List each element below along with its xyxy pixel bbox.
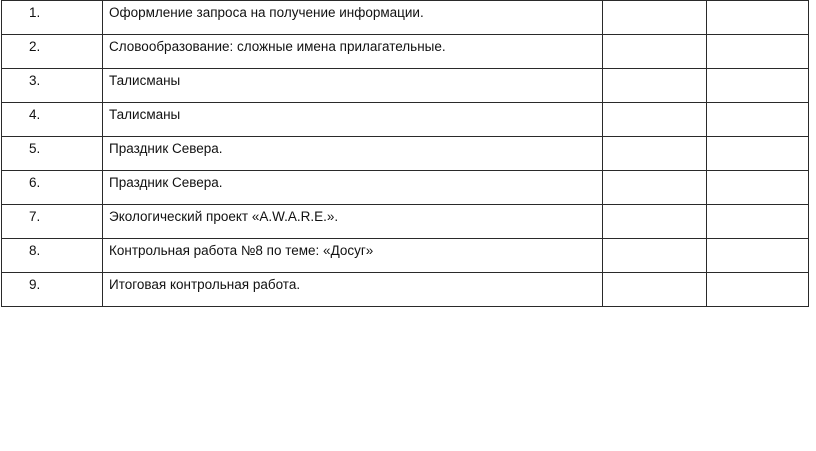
lesson-topic-cell [103,103,603,137]
lesson-plan-table [1,0,809,307]
lesson-topic-cell [103,239,603,273]
lesson-number-cell [2,239,103,273]
table-row [2,137,809,171]
lesson-topic: Оформление запроса на получение информации. [109,5,424,20]
lesson-number-cell [2,35,103,69]
empty-cell [707,69,809,103]
empty-cell [707,103,809,137]
lesson-topic: Праздник Севера. [109,141,223,156]
lesson-topic-cell [103,137,603,171]
empty-cell [603,35,707,69]
lesson-number-cell [2,1,103,35]
lesson-topic: Контрольная работа №8 по теме: «Досуг» [109,243,374,258]
table-row [2,35,809,69]
lesson-topic-cell [103,1,603,35]
lesson-number: 1. [29,5,41,20]
lesson-number-cell [2,205,103,239]
empty-cell [707,1,809,35]
lesson-topic: Словообразование: сложные имена прилагательные. [109,39,446,54]
lesson-topic-cell [103,205,603,239]
empty-cell [603,171,707,205]
lesson-number: 3. [29,73,41,88]
table-row [2,239,809,273]
table-row [2,205,809,239]
empty-cell [707,35,809,69]
lesson-topic: Талисманы [109,73,181,88]
table-row [2,171,809,205]
empty-cell [603,1,707,35]
lesson-number: 8. [29,243,41,258]
lesson-topic-cell [103,69,603,103]
lesson-number: 5. [29,141,41,156]
lesson-number: 7. [29,209,41,224]
empty-cell [707,239,809,273]
lesson-number-cell [2,69,103,103]
empty-cell [603,205,707,239]
table-row [2,69,809,103]
lesson-number: 2. [29,39,41,54]
empty-cell [603,103,707,137]
empty-cell [707,171,809,205]
lesson-topic: Праздник Севера. [109,175,223,190]
empty-cell [707,205,809,239]
empty-cell [707,137,809,171]
table-row [2,273,809,307]
table-row [2,103,809,137]
lesson-number: 4. [29,107,41,122]
lesson-number-cell [2,137,103,171]
lesson-topic-cell [103,273,603,307]
lesson-topic-cell [103,35,603,69]
empty-cell [603,69,707,103]
lesson-topic: Талисманы [109,107,181,122]
lesson-topic: Экологический проект «A.W.A.R.E.». [109,209,339,224]
empty-cell [707,273,809,307]
lesson-topic: Итоговая контрольная работа. [109,277,301,292]
lesson-number: 6. [29,175,41,190]
lesson-number: 9. [29,277,41,292]
lesson-number-cell [2,273,103,307]
lesson-topic-cell [103,171,603,205]
empty-cell [603,137,707,171]
lesson-number-cell [2,171,103,205]
table-row [2,1,809,35]
empty-cell [603,273,707,307]
empty-cell [603,239,707,273]
lesson-number-cell [2,103,103,137]
